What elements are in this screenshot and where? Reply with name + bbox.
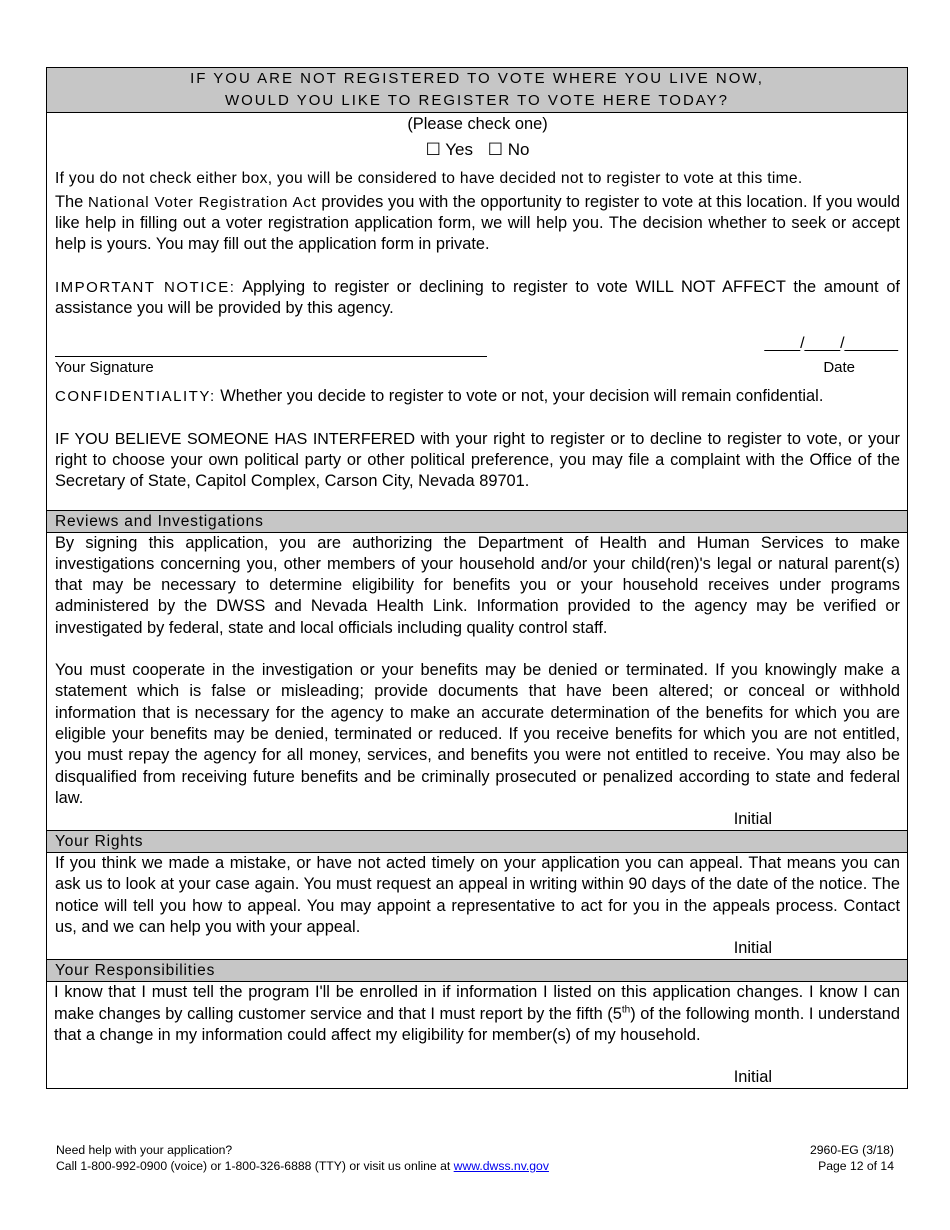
footer-form-info [810, 1142, 894, 1174]
nvra-post: provides you with the opportunity to register to vote at this location. If you would like help in filling out a voter registration application form, we will help you. The decision whether to seek or accept help is yours. You may fill out the application form in private. [55, 192, 900, 254]
voter-header-line2: WOULD YOU LIKE TO REGISTER TO VOTE HERE TODAY? [224, 92, 730, 109]
voter-section [47, 114, 907, 510]
reviews-section [47, 533, 907, 831]
responsibilities-title: Your Responsibilities [47, 959, 907, 982]
no-label: No [507, 140, 530, 160]
footer-help-line: Need help with your application? [56, 1143, 233, 1157]
no-checkbox[interactable]: ☐ [487, 140, 503, 160]
responsibilities-text [54, 982, 900, 1046]
notice-label: IMPORTANT NOTICE: [55, 278, 236, 296]
confidentiality-label: CONFIDENTIALITY: [55, 388, 216, 406]
no-option[interactable] [488, 139, 530, 160]
signature-label: Your Signature [55, 359, 154, 377]
yes-no-choice [55, 139, 900, 160]
interfered-paragraph [55, 429, 900, 510]
reviews-para1: By signing this application, you are authorizing the Department of Health and Human Services to make investigations concerning you, other members of your household and/or your child(ren)'s legal or natural parent(s) that may be necessary to determine eligibility for benefits you or your household receives under programs administered by the DWSS and Nevada Health Link. Information provided to the agency may be verified or investigated by federal, state and local officials including quality control staff. [55, 533, 900, 637]
nvra-act: National Voter Registration Act [87, 193, 317, 211]
footer-call-line [56, 1158, 549, 1174]
confidentiality-text: Whether you decide to register to vote or not, your decision will remain confidential. [220, 387, 824, 406]
yes-checkbox[interactable]: ☐ [425, 140, 441, 160]
footer-help [56, 1142, 549, 1174]
yes-label: Yes [445, 140, 473, 160]
responsibilities-initial[interactable]: Initial [733, 1068, 772, 1087]
reviews-para2: You must cooperate in the investigation or your benefits may be denied or terminated. If you knowingly make a statement which is false or misleading; provide documents that have been altered; or conceal or withhold information that is necessary for the agency to make an accurate determination of the benefits for which you are eligible your benefits may be denied, terminated or reduced. If you receive benefits for which you are not entitled, you must repay the agency for all money, services, and benefits you were not entitled to receive. You may also be disqualified from receiving future benefits and be criminally prosecuted or penalized according to state and federal law. [55, 661, 900, 807]
reviews-initial[interactable]: Initial [733, 810, 772, 829]
footer-call-text: Call 1-800-992-0900 (voice) or 1-800-326-6888 (TTY) or visit us online at [56, 1159, 451, 1173]
form-id: 2960-EG (3/18) [809, 1143, 894, 1157]
voter-header [47, 68, 907, 113]
voter-registration-form [46, 67, 908, 1089]
page-number: Page 12 of 14 [818, 1159, 894, 1173]
no-check-note: If you do not check either box, you will be considered to have decided not to register to vote at this time. [55, 169, 803, 187]
website-link[interactable]: www.dwss.nv.gov [453, 1159, 549, 1173]
reviews-title: Reviews and Investigations [47, 510, 907, 533]
date-field[interactable]: ____/____/______ [764, 335, 898, 353]
responsibilities-section [47, 982, 907, 1088]
important-notice [55, 277, 900, 320]
responsibilities-text-pre: I know that I must tell the program I'll be enrolled in if information I listed on this application changes. I know I can make changes by calling customer service and that I must report by the fifth (5 [54, 983, 900, 1023]
date-label: Date [823, 359, 855, 377]
voter-header-line1: IF YOU ARE NOT REGISTERED TO VOTE WHERE YOU LIVE NOW, [190, 70, 764, 87]
nvra-paragraph [55, 192, 900, 256]
rights-initial[interactable]: Initial [733, 939, 772, 958]
check-prompt: (Please check one) [407, 115, 548, 133]
responsibilities-text-post: ) of the following month. I understand that a change in my information could affect my eligibility for member(s) of my household. [54, 1004, 900, 1044]
rights-text: If you think we made a mistake, or have not acted timely on your application you can appeal. That means you can ask us to look at your case again. You must request an appeal in writing within 90 days of the date of the notice. The notice will tell you how to appeal. You may appoint a representative to act for you in the appeals process. Contact us, and we can help you with your appeal. [55, 854, 900, 937]
responsibilities-text-sup: th [621, 1004, 631, 1016]
interfered-label: IF YOU BELIEVE SOMEONE HAS INTERFERED [55, 430, 416, 448]
confidentiality-paragraph [55, 386, 900, 407]
nvra-pre: The [55, 192, 84, 211]
signature-row [55, 333, 900, 378]
yes-option[interactable] [426, 139, 473, 160]
notice-text: Applying to register or declining to register to vote WILL NOT AFFECT the amount of assistance you will be provided by this agency. [55, 277, 900, 318]
rights-section [47, 853, 907, 959]
interfered-text: with your right to register or to decline to register to vote, or your right to choose your own political party or other political preference, you may file a complaint with the Office of the Secretary of State, Capitol Complex, Carson City, Nevada 89701. [55, 429, 900, 491]
rights-title: Your Rights [47, 830, 907, 853]
